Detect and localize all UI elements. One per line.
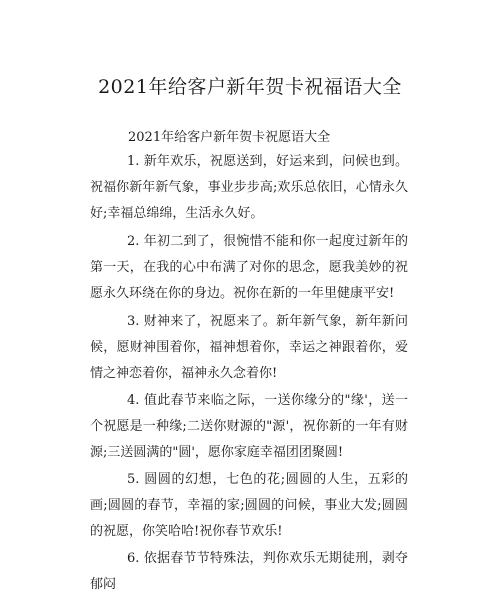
paragraph-2: 2. 年初二到了，很惋惜不能和你一起度过新年的第一天，在我的心中布满了对你的思念，愿我美妙的祝愿永久环绕在你的身边。祝你在新的一年里健康平安! [90, 234, 408, 301]
paragraph-4: 4. 值此春节来临之际，一送你缘分的"缘'，送一个祝愿是一种缘;二送你财源的"源'，祝你新的一年有财源;三送圆满的"圆'，愿你家庭幸福团团聚圆! [90, 393, 408, 460]
paragraph-1: 1. 新年欢乐，祝愿送到，好运来到，问候也到。祝福你新年新气象，事业步步高;欢乐总依旧，心情永久好;幸福总绵绵，生活永久好。 [90, 154, 408, 221]
document-title: 2021年给客户新年贺卡祝福语大全 [98, 76, 402, 98]
paragraph-6: 6. 依据春节节特殊法，判你欢乐无期徒刑，剥夺郁闷 [90, 551, 408, 592]
paragraph-5: 5. 圆圆的幻想，七色的花;圆圆的人生，五彩的画;圆圆的春节，幸福的家;圆圆的问候，事业大发;圆圆的祝愿，你笑哈哈!祝你春节欢乐! [90, 472, 408, 539]
document-subtitle: 2021年给客户新年贺卡祝愿语大全 [128, 130, 331, 145]
paragraph-3: 3. 财神来了，祝愿来了。新年新气象，新年新问候，愿财神围着你，福神想着你，幸运之神跟着你，爱情之神恋着你，福神永久念着你! [90, 314, 408, 381]
